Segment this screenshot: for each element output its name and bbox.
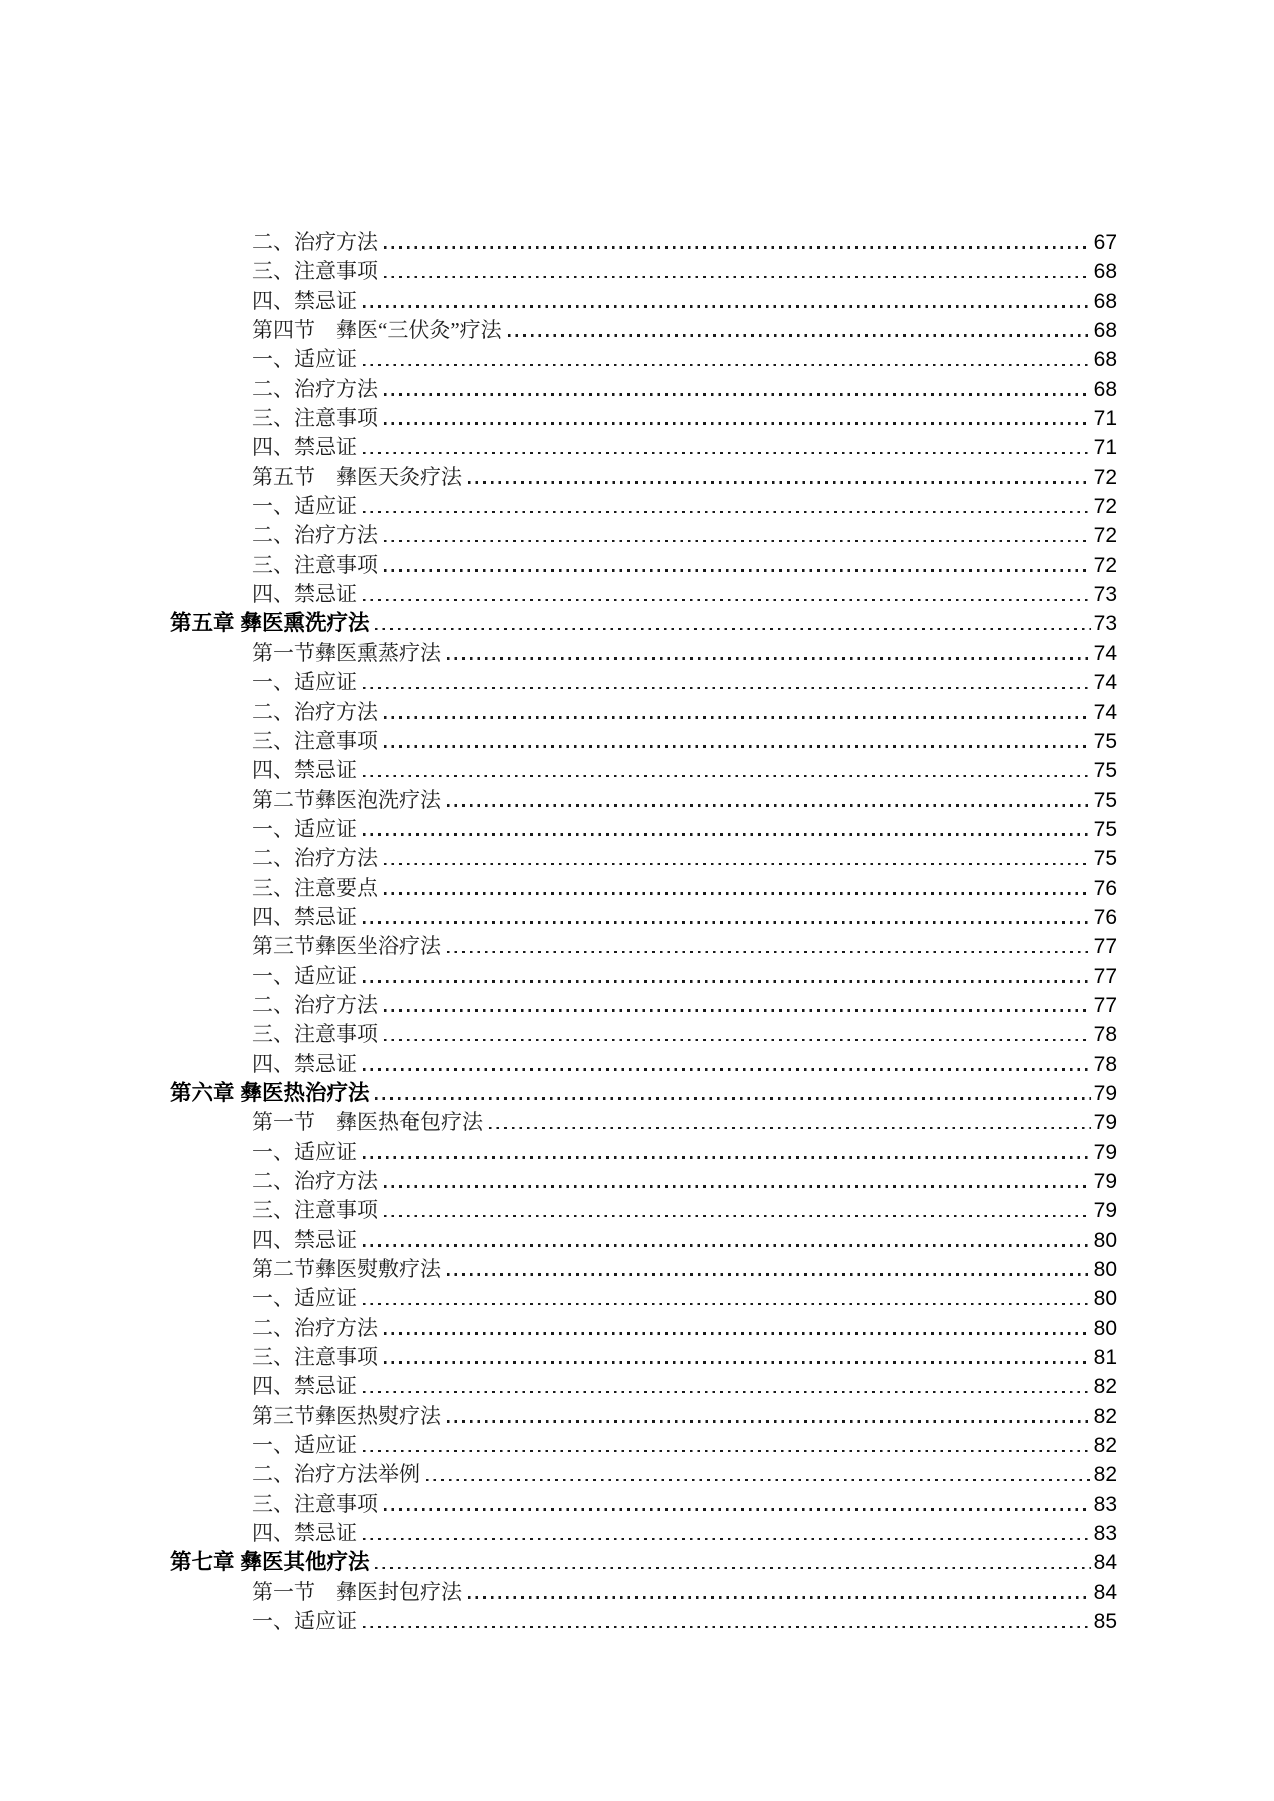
toc-entry-item[interactable]: [0, 521, 1274, 550]
toc-entry-label: 一、适应证: [252, 1139, 357, 1164]
dot-leader: [363, 511, 1091, 514]
toc-entry-page-number: 78: [1093, 1023, 1117, 1047]
toc-entry-item[interactable]: [0, 228, 1274, 257]
dot-leader: [363, 1391, 1091, 1394]
toc-entry-page-number: 74: [1093, 671, 1117, 695]
toc-entry-label: 一、适应证: [252, 1286, 357, 1311]
dot-leader: [447, 1420, 1091, 1423]
toc-entry-page-number: 67: [1093, 231, 1117, 254]
toc-entry-section[interactable]: [0, 316, 1274, 345]
toc-entry-page-number: 80: [1093, 1316, 1117, 1340]
dot-leader: [363, 1156, 1091, 1159]
toc-entry-item[interactable]: [0, 1519, 1274, 1548]
dot-leader: [468, 1596, 1091, 1599]
toc-entry-page-number: 81: [1093, 1346, 1117, 1370]
toc-entry-page-number: 80: [1093, 1228, 1117, 1252]
toc-entry-item[interactable]: [0, 1343, 1274, 1372]
toc-entry-page-number: 72: [1093, 524, 1117, 548]
toc-entry-label: 一、适应证: [252, 347, 357, 372]
toc-entry-item[interactable]: [0, 492, 1274, 521]
dot-leader: [384, 892, 1091, 895]
toc-entry-label: 三、注意事项: [252, 1345, 378, 1370]
dot-leader: [363, 775, 1091, 778]
toc-entry-label: 三、注意事项: [252, 1022, 378, 1047]
dot-leader: [363, 1626, 1091, 1629]
toc-entry-page-number: 79: [1093, 1199, 1117, 1223]
dot-leader: [363, 305, 1091, 308]
toc-entry-label: 第七章 彝医其他疗法: [170, 1550, 370, 1575]
toc-entry-label: 三、注意事项: [252, 1491, 378, 1516]
dot-leader: [375, 1097, 1090, 1100]
toc-entry-page-number: 79: [1093, 1111, 1117, 1135]
toc-entry-section[interactable]: [0, 1578, 1274, 1607]
toc-entry-label: 四、禁忌证: [252, 904, 357, 929]
toc-entry-item[interactable]: [0, 1167, 1274, 1196]
toc-entry-label: 二、治疗方法: [252, 523, 378, 548]
toc-entry-page-number: 77: [1093, 935, 1117, 959]
toc-entry-label: 一、适应证: [252, 963, 357, 988]
dot-leader: [426, 1479, 1091, 1482]
toc-entry-label: 四、禁忌证: [252, 435, 357, 460]
toc-entry-page-number: 83: [1093, 1492, 1117, 1516]
toc-entry-label: 三、注意事项: [252, 552, 378, 577]
toc-entry-page-number: 83: [1093, 1522, 1117, 1546]
toc-entry-page-number: 79: [1093, 1170, 1117, 1193]
toc-entry-label: 四、禁忌证: [252, 1051, 357, 1076]
toc-entry-page-number: 80: [1093, 1258, 1117, 1282]
toc-entry-label: 一、适应证: [252, 1609, 357, 1634]
dot-leader: [363, 599, 1091, 602]
dot-leader: [363, 1303, 1091, 1306]
toc-entry-page-number: 74: [1093, 700, 1117, 724]
toc-entry-item[interactable]: [0, 698, 1274, 727]
dot-leader: [384, 1508, 1091, 1511]
toc-entry-item[interactable]: [0, 1460, 1274, 1489]
toc-entry-item[interactable]: [0, 1490, 1274, 1519]
toc-entry-section[interactable]: [0, 1108, 1274, 1137]
toc-entry-item[interactable]: [0, 962, 1274, 991]
toc-entry-label: 一、适应证: [252, 816, 357, 841]
toc-entry-page-number: 76: [1093, 876, 1117, 900]
dot-leader: [384, 422, 1091, 425]
toc-entry-item[interactable]: [0, 1196, 1274, 1225]
dot-leader: [489, 1127, 1091, 1130]
toc-entry-section[interactable]: [0, 463, 1274, 492]
toc-entry-page-number: 68: [1093, 348, 1117, 372]
dot-leader: [384, 1215, 1091, 1218]
dot-leader: [363, 364, 1091, 367]
dot-leader: [384, 1332, 1091, 1335]
toc-entry-page-number: 82: [1093, 1404, 1117, 1428]
dot-leader: [363, 980, 1091, 983]
toc-entry-label: 第二节彝医泡洗疗法: [252, 787, 441, 812]
toc-entry-label: 二、治疗方法: [252, 699, 378, 724]
toc-entry-label: 第二节彝医熨敷疗法: [252, 1257, 441, 1282]
toc-entry-chapter[interactable]: [0, 609, 1274, 638]
dot-leader: [363, 833, 1091, 836]
dot-leader: [363, 1244, 1091, 1247]
toc-entry-page-number: 75: [1093, 729, 1117, 753]
toc-entry-page-number: 79: [1093, 1081, 1117, 1105]
toc-entry-label: 第一节彝医熏蒸疗法: [252, 640, 441, 665]
toc-entry-page-number: 68: [1093, 377, 1117, 401]
toc-entry-item[interactable]: [0, 1607, 1274, 1636]
dot-leader: [447, 951, 1091, 954]
dot-leader: [363, 1450, 1091, 1453]
dot-leader: [508, 334, 1091, 337]
toc-entry-item[interactable]: [0, 580, 1274, 609]
toc-entry-label: 三、注意要点: [252, 875, 378, 900]
toc-entry-page-number: 73: [1093, 583, 1117, 607]
toc-entry-label: 三、注意事项: [252, 1198, 378, 1223]
dot-leader: [384, 745, 1091, 748]
toc-entry-label: 第五章 彝医熏洗疗法: [170, 611, 370, 636]
toc-entry-page-number: 73: [1093, 612, 1117, 636]
toc-entry-page-number: 82: [1093, 1434, 1117, 1458]
toc-entry-page-number: 77: [1093, 964, 1117, 988]
toc-entry-label: 三、注意事项: [252, 259, 378, 284]
toc-entry-item[interactable]: [0, 903, 1274, 932]
toc-entry-label: 三、注意事项: [252, 406, 378, 431]
toc-entry-item[interactable]: [0, 1050, 1274, 1079]
toc-entry-page-number: 78: [1093, 1052, 1117, 1076]
toc-entry-item[interactable]: [0, 991, 1274, 1020]
toc-entry-item[interactable]: [0, 874, 1274, 903]
toc-entry-page-number: 68: [1093, 319, 1117, 343]
toc-entry-item[interactable]: [0, 1372, 1274, 1401]
dot-leader: [384, 1361, 1091, 1364]
dot-leader: [363, 1068, 1091, 1071]
table-of-contents: [0, 228, 1274, 1637]
toc-entry-page-number: 68: [1093, 289, 1117, 313]
dot-leader: [363, 687, 1091, 690]
toc-entry-page-number: 75: [1093, 788, 1117, 812]
dot-leader: [384, 246, 1091, 249]
toc-entry-page-number: 68: [1093, 260, 1117, 284]
toc-entry-item[interactable]: [0, 404, 1274, 433]
dot-leader: [375, 628, 1090, 631]
toc-entry-item[interactable]: [0, 287, 1274, 316]
toc-entry-label: 第五节 彝医天灸疗法: [252, 464, 462, 489]
toc-entry-page-number: 71: [1093, 436, 1117, 460]
toc-entry-label: 四、禁忌证: [252, 288, 357, 313]
dot-leader: [384, 393, 1091, 396]
toc-entry-label: 第四节 彝医“三伏灸”疗法: [252, 318, 502, 343]
toc-entry-page-number: 79: [1093, 1140, 1117, 1164]
toc-entry-label: 四、禁忌证: [252, 1227, 357, 1252]
toc-entry-label: 二、治疗方法: [252, 992, 378, 1017]
toc-entry-page-number: 77: [1093, 993, 1117, 1017]
dot-leader: [375, 1567, 1090, 1570]
dot-leader: [363, 1538, 1091, 1541]
toc-entry-label: 第一节 彝医封包疗法: [252, 1579, 462, 1604]
toc-entry-label: 二、治疗方法: [252, 376, 378, 401]
toc-entry-section[interactable]: [0, 786, 1274, 815]
toc-entry-item[interactable]: [0, 1284, 1274, 1313]
toc-entry-page-number: 80: [1093, 1287, 1117, 1311]
toc-entry-page-number: 74: [1093, 641, 1117, 665]
toc-entry-page-number: 76: [1093, 905, 1117, 929]
dot-leader: [384, 540, 1091, 543]
toc-entry-page-number: 82: [1093, 1463, 1117, 1487]
toc-entry-item[interactable]: [0, 1138, 1274, 1167]
dot-leader: [363, 921, 1091, 924]
toc-entry-item[interactable]: [0, 1431, 1274, 1460]
toc-entry-page-number: 85: [1093, 1610, 1117, 1634]
toc-entry-page-number: 72: [1093, 495, 1117, 519]
toc-entry-chapter[interactable]: [0, 1079, 1274, 1108]
toc-entry-item[interactable]: [0, 815, 1274, 844]
toc-entry-item[interactable]: [0, 345, 1274, 374]
toc-entry-label: 第三节彝医热熨疗法: [252, 1403, 441, 1428]
toc-entry-page-number: 75: [1093, 817, 1117, 841]
toc-entry-label: 一、适应证: [252, 494, 357, 519]
toc-entry-page-number: 75: [1093, 847, 1117, 871]
toc-entry-label: 四、禁忌证: [252, 1521, 357, 1546]
dot-leader: [447, 804, 1091, 807]
toc-entry-label: 第六章 彝医热治疗法: [170, 1080, 370, 1105]
dot-leader: [384, 276, 1091, 279]
toc-entry-label: 四、禁忌证: [252, 758, 357, 783]
dot-leader: [468, 481, 1091, 484]
toc-entry-item[interactable]: [0, 551, 1274, 580]
toc-entry-item[interactable]: [0, 727, 1274, 756]
toc-entry-item[interactable]: [0, 375, 1274, 404]
toc-entry-label: 二、治疗方法: [252, 1315, 378, 1340]
toc-entry-page-number: 84: [1093, 1580, 1117, 1604]
toc-entry-section[interactable]: [0, 932, 1274, 961]
toc-entry-label: 第三节彝医坐浴疗法: [252, 934, 441, 959]
dot-leader: [447, 1273, 1091, 1276]
dot-leader: [384, 1185, 1091, 1188]
toc-entry-chapter[interactable]: [0, 1548, 1274, 1577]
toc-entry-page-number: 71: [1093, 407, 1117, 431]
toc-entry-label: 一、适应证: [252, 670, 357, 695]
toc-entry-item[interactable]: [0, 1314, 1274, 1343]
toc-entry-item[interactable]: [0, 668, 1274, 697]
toc-entry-item[interactable]: [0, 844, 1274, 873]
toc-entry-label: 四、禁忌证: [252, 582, 357, 607]
toc-entry-label: 第一节 彝医热奄包疗法: [252, 1110, 483, 1135]
dot-leader: [363, 452, 1091, 455]
toc-entry-section[interactable]: [0, 1255, 1274, 1284]
dot-leader: [384, 1009, 1091, 1012]
toc-entry-label: 二、治疗方法: [252, 230, 378, 254]
toc-entry-item[interactable]: [0, 1226, 1274, 1255]
toc-entry-item[interactable]: [0, 433, 1274, 462]
dot-leader: [447, 657, 1091, 660]
toc-entry-item[interactable]: [0, 1020, 1274, 1049]
dot-leader: [384, 716, 1091, 719]
toc-entry-label: 四、禁忌证: [252, 1374, 357, 1399]
toc-entry-label: 二、治疗方法: [252, 846, 378, 871]
toc-entry-section[interactable]: [0, 639, 1274, 668]
toc-entry-label: 二、治疗方法举例: [252, 1462, 420, 1487]
toc-entry-label: 一、适应证: [252, 1433, 357, 1458]
toc-entry-page-number: 72: [1093, 553, 1117, 577]
toc-entry-page-number: 72: [1093, 465, 1117, 489]
toc-entry-label: 三、注意事项: [252, 728, 378, 753]
dot-leader: [384, 569, 1091, 572]
toc-entry-label: 二、治疗方法: [252, 1169, 378, 1193]
dot-leader: [384, 1039, 1091, 1042]
toc-entry-item[interactable]: [0, 756, 1274, 785]
toc-entry-page-number: 84: [1093, 1551, 1117, 1575]
dot-leader: [384, 863, 1091, 866]
toc-entry-page-number: 82: [1093, 1375, 1117, 1399]
toc-entry-section[interactable]: [0, 1402, 1274, 1431]
toc-entry-item[interactable]: [0, 257, 1274, 286]
toc-entry-page-number: 75: [1093, 759, 1117, 783]
